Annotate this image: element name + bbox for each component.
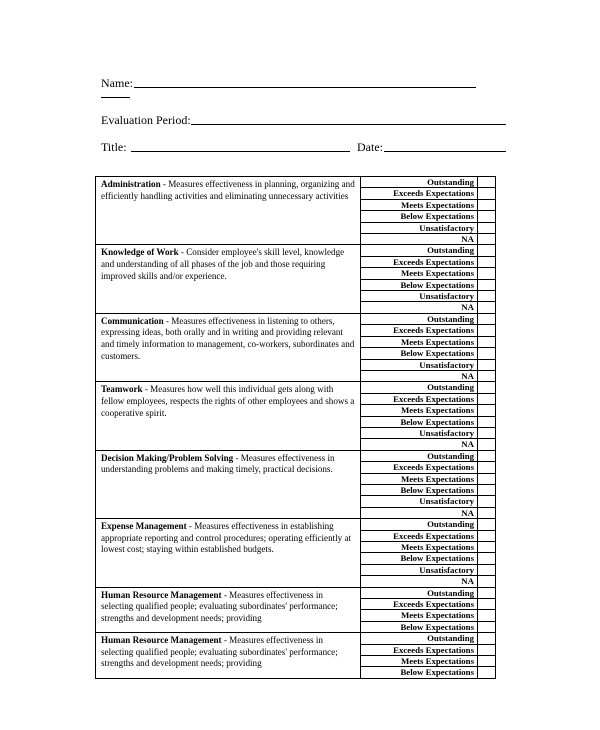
criterion-text: - Measures how well this individual gets along with fellow employees, respects the rights of other employees and shows a cooperative spirit. bbox=[101, 384, 355, 418]
criterion-title: Communication bbox=[101, 315, 164, 326]
rating-option-label: Meets Expectations bbox=[361, 405, 478, 416]
rating-checkbox[interactable] bbox=[478, 621, 496, 632]
rating-checkbox[interactable] bbox=[478, 633, 496, 644]
rating-row bbox=[96, 587, 496, 598]
criterion-title: Decision Making/Problem Solving bbox=[101, 452, 234, 463]
rating-row bbox=[96, 450, 496, 461]
rating-option-label: Outstanding bbox=[361, 245, 478, 256]
rating-checkbox[interactable] bbox=[478, 313, 496, 324]
rating-option-label: Below Expectations bbox=[361, 667, 478, 678]
rating-option-label: Outstanding bbox=[361, 519, 478, 530]
criterion-title: Human Resource Management bbox=[101, 635, 222, 646]
rating-option-label: Meets Expectations bbox=[361, 656, 478, 667]
rating-option-label: Outstanding bbox=[361, 177, 478, 188]
rating-option-label: Outstanding bbox=[361, 450, 478, 461]
title-label: Title: bbox=[101, 140, 127, 154]
rating-option-label: Exceeds Expectations bbox=[361, 256, 478, 267]
criterion-description bbox=[96, 313, 361, 381]
rating-checkbox[interactable] bbox=[478, 450, 496, 461]
rating-option-label: NA bbox=[361, 507, 478, 518]
rating-checkbox[interactable] bbox=[478, 405, 496, 416]
rating-checkbox[interactable] bbox=[478, 530, 496, 541]
rating-checkbox[interactable] bbox=[478, 564, 496, 575]
criterion-description bbox=[96, 519, 361, 587]
rating-option-label: Exceeds Expectations bbox=[361, 188, 478, 199]
criterion-description bbox=[96, 587, 361, 633]
rating-checkbox[interactable] bbox=[478, 427, 496, 438]
rating-checkbox[interactable] bbox=[478, 279, 496, 290]
rating-checkbox[interactable] bbox=[478, 370, 496, 381]
rating-option-label: Unsatisfactory bbox=[361, 564, 478, 575]
rating-option-label: Outstanding bbox=[361, 587, 478, 598]
rating-checkbox[interactable] bbox=[478, 325, 496, 336]
rating-option-label: NA bbox=[361, 439, 478, 450]
rating-option-label: NA bbox=[361, 576, 478, 587]
rating-row bbox=[96, 245, 496, 256]
rating-option-label: Below Expectations bbox=[361, 621, 478, 632]
rating-row bbox=[96, 633, 496, 644]
rating-option-label: Below Expectations bbox=[361, 348, 478, 359]
rating-checkbox[interactable] bbox=[478, 439, 496, 450]
rating-checkbox[interactable] bbox=[478, 291, 496, 302]
rating-checkbox[interactable] bbox=[478, 268, 496, 279]
date-label: Date: bbox=[357, 140, 383, 154]
rating-option-label: Below Expectations bbox=[361, 416, 478, 427]
rating-checkbox[interactable] bbox=[478, 667, 496, 678]
rating-row bbox=[96, 177, 496, 188]
rating-checkbox[interactable] bbox=[478, 473, 496, 484]
rating-option-label: Outstanding bbox=[361, 313, 478, 324]
rating-checkbox[interactable] bbox=[478, 599, 496, 610]
rating-checkbox[interactable] bbox=[478, 222, 496, 233]
title-field[interactable] bbox=[131, 151, 350, 152]
rating-option-label: Exceeds Expectations bbox=[361, 644, 478, 655]
date-field[interactable] bbox=[384, 151, 506, 152]
rating-option-label: Meets Expectations bbox=[361, 199, 478, 210]
name-field-continuation[interactable] bbox=[101, 97, 130, 98]
rating-checkbox[interactable] bbox=[478, 496, 496, 507]
rating-checkbox[interactable] bbox=[478, 234, 496, 245]
rating-checkbox[interactable] bbox=[478, 416, 496, 427]
rating-option-label: Exceeds Expectations bbox=[361, 530, 478, 541]
rating-option-label: NA bbox=[361, 234, 478, 245]
criterion-description bbox=[96, 382, 361, 450]
rating-option-label: Exceeds Expectations bbox=[361, 599, 478, 610]
rating-option-label: Meets Expectations bbox=[361, 336, 478, 347]
rating-checkbox[interactable] bbox=[478, 656, 496, 667]
rating-checkbox[interactable] bbox=[478, 348, 496, 359]
criterion-description bbox=[96, 245, 361, 313]
rating-option-label: NA bbox=[361, 370, 478, 381]
rating-checkbox[interactable] bbox=[478, 484, 496, 495]
rating-checkbox[interactable] bbox=[478, 610, 496, 621]
rating-option-label: Below Expectations bbox=[361, 279, 478, 290]
rating-option-label: Exceeds Expectations bbox=[361, 325, 478, 336]
criterion-title: Teamwork bbox=[101, 384, 143, 395]
rating-checkbox[interactable] bbox=[478, 542, 496, 553]
name-field[interactable] bbox=[134, 87, 476, 88]
rating-option-label: Outstanding bbox=[361, 382, 478, 393]
rating-option-label: Unsatisfactory bbox=[361, 291, 478, 302]
rating-option-label: Unsatisfactory bbox=[361, 359, 478, 370]
rating-checkbox[interactable] bbox=[478, 507, 496, 518]
rating-checkbox[interactable] bbox=[478, 211, 496, 222]
rating-checkbox[interactable] bbox=[478, 519, 496, 530]
rating-checkbox[interactable] bbox=[478, 256, 496, 267]
criterion-description bbox=[96, 633, 361, 679]
evaluation-period-label: Evaluation Period: bbox=[101, 113, 191, 127]
rating-option-label: Meets Expectations bbox=[361, 542, 478, 553]
rating-option-label: Outstanding bbox=[361, 633, 478, 644]
rating-option-label: Meets Expectations bbox=[361, 610, 478, 621]
rating-checkbox[interactable] bbox=[478, 177, 496, 188]
rating-option-label: Unsatisfactory bbox=[361, 496, 478, 507]
rating-checkbox[interactable] bbox=[478, 644, 496, 655]
rating-checkbox[interactable] bbox=[478, 576, 496, 587]
rating-checkbox[interactable] bbox=[478, 382, 496, 393]
rating-checkbox[interactable] bbox=[478, 462, 496, 473]
criterion-description bbox=[96, 450, 361, 518]
rating-checkbox[interactable] bbox=[478, 393, 496, 404]
name-label: Name: bbox=[101, 76, 133, 90]
criterion-text: - Measures effectiveness in establishing appropriate reporting and control procedures; operating efficiently at lowest cost; staying within established budgets. bbox=[101, 521, 352, 555]
criterion-text: - Measures effectiveness in understanding problems and making timely, practical decisions. bbox=[101, 452, 335, 475]
rating-option-label: Below Expectations bbox=[361, 553, 478, 564]
rating-option-label: Meets Expectations bbox=[361, 473, 478, 484]
criterion-title: Administration bbox=[101, 179, 161, 189]
rating-checkbox[interactable] bbox=[478, 587, 496, 598]
rating-row bbox=[96, 313, 496, 324]
rating-option-label: Unsatisfactory bbox=[361, 427, 478, 438]
rating-option-label: Unsatisfactory bbox=[361, 222, 478, 233]
criterion-description bbox=[96, 177, 361, 245]
criterion-text: - Measures effectiveness in selecting qualified people; evaluating subordinates' performance; strengths and development needs; providing bbox=[101, 635, 338, 669]
rating-checkbox[interactable] bbox=[478, 199, 496, 210]
rating-checkbox[interactable] bbox=[478, 553, 496, 564]
criterion-text: - Measures effectiveness in planning, organizing and efficiently handling activities and eliminating unnecessary activities bbox=[101, 179, 355, 201]
rating-option-label: Below Expectations bbox=[361, 484, 478, 495]
criterion-title: Human Resource Management bbox=[101, 589, 222, 600]
rating-option-label: Exceeds Expectations bbox=[361, 393, 478, 404]
rating-checkbox[interactable] bbox=[478, 336, 496, 347]
evaluation-period-field[interactable] bbox=[191, 124, 506, 125]
criterion-title: Expense Management bbox=[101, 521, 187, 532]
evaluation-table bbox=[95, 176, 496, 679]
rating-option-label: Meets Expectations bbox=[361, 268, 478, 279]
rating-row bbox=[96, 519, 496, 530]
criterion-text: - Consider employee's skill level, knowledge and understanding of all phases of the job and those requiring improved skills and/or experience. bbox=[101, 247, 345, 281]
criterion-text: - Measures effectiveness in listening to others, expressing ideas, both orally and in writing and providing relevant and timely information to management, co-workers, subordinates and customers. bbox=[101, 315, 355, 361]
criterion-title: Knowledge of Work bbox=[101, 247, 179, 258]
rating-option-label: NA bbox=[361, 302, 478, 313]
rating-checkbox[interactable] bbox=[478, 302, 496, 313]
criterion-text: - Measures effectiveness in selecting qualified people; evaluating subordinates' performance; strengths and development needs; providing bbox=[101, 589, 338, 623]
rating-checkbox[interactable] bbox=[478, 359, 496, 370]
rating-checkbox[interactable] bbox=[478, 188, 496, 199]
rating-option-label: Exceeds Expectations bbox=[361, 462, 478, 473]
rating-option-label: Below Expectations bbox=[361, 211, 478, 222]
rating-checkbox[interactable] bbox=[478, 245, 496, 256]
rating-row bbox=[96, 382, 496, 393]
